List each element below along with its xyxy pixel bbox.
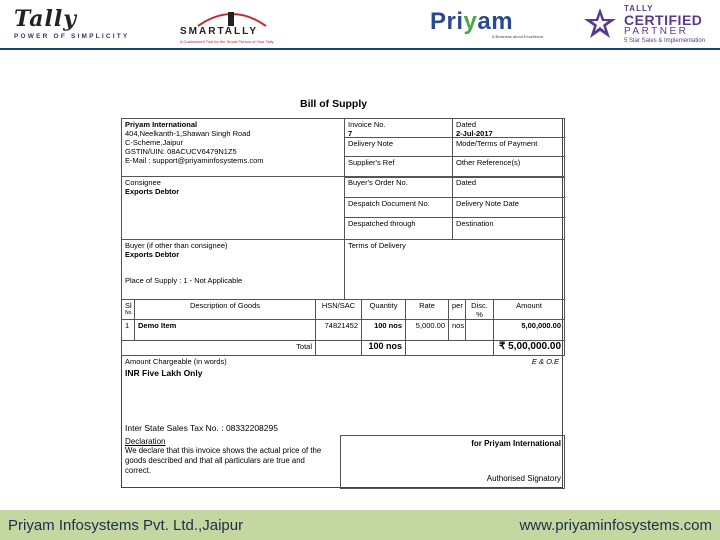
amount-in-words: INR Five Lakh Only (125, 368, 203, 378)
footer-bar (0, 510, 720, 540)
dated2-label: Dated (456, 178, 477, 187)
dated-label: Dated (456, 120, 477, 129)
declaration-block (122, 436, 340, 486)
suppliers-ref-cell (344, 156, 453, 178)
smartally-subtitle: A Customized Tool for the Smart Person of Your Tally (180, 39, 274, 44)
tax-number: Inter State Sales Tax No. : 08332208295 (125, 423, 278, 433)
star-badge-icon (582, 6, 618, 42)
seller-name: Priyam International (125, 120, 198, 129)
despatch-doc-label: Despatch Document No. (348, 199, 430, 208)
cert-line-2: CERTIFIED (624, 12, 703, 28)
declaration-line: goods described and that all particulars are true and (125, 456, 305, 465)
total-label: Total (121, 340, 316, 356)
seller-block (121, 118, 345, 177)
buyer-label: Buyer (if other than consignee) (125, 241, 228, 250)
priyam-wordmark: Priyam (430, 8, 514, 35)
total-amount: ₹ 5,00,000.00 (493, 340, 565, 356)
tally-logo (14, 6, 134, 40)
declaration-label: Declaration (125, 437, 166, 446)
total-mid-empty (405, 340, 494, 356)
seller-email: E-Mail : support@priyaminfosystems.com (125, 156, 264, 165)
for-company: for Priyam International (471, 439, 561, 448)
delivery-note-date-cell (452, 197, 565, 218)
despatched-through-label: Despatched through (348, 219, 416, 228)
row-description: Demo Item (134, 319, 316, 341)
row-disc (465, 319, 494, 341)
row-per: nos (448, 319, 466, 341)
col-header-sl: Sl No. (121, 299, 135, 320)
terms-of-delivery-label: Terms of Delivery (348, 241, 406, 250)
smartally-wordmark: SMARTALLY (180, 26, 258, 37)
tally-certified-partner-logo (582, 4, 714, 46)
delivery-note-label: Delivery Note (348, 139, 394, 148)
seller-address-line: C-Scheme,Jaipur (125, 138, 183, 147)
invoice-document (121, 118, 563, 488)
delivery-note-date-label: Delivery Note Date (456, 199, 519, 208)
buyers-order-cell (344, 176, 453, 198)
cert-line-3: PARTNER (624, 26, 689, 37)
seller-address-line: 404,Neelkanth-1,Shawan Singh Road (125, 129, 251, 138)
logo-header (0, 0, 720, 50)
eoe-label: E & O.E (531, 357, 559, 366)
despatch-doc-cell (344, 197, 453, 218)
row-amount: 5,00,000.00 (493, 319, 565, 341)
declaration-line: We declare that this invoice shows the actual price of the (125, 446, 322, 455)
buyer-block (121, 239, 345, 300)
col-header-description: Description of Goods (134, 299, 316, 320)
buyer-value: Exports Debtor (125, 250, 180, 259)
cert-line-4: 5 Star Sales & Implementation (624, 38, 706, 44)
row-quantity: 100 nos (361, 319, 406, 341)
priyam-subtitle: A Business about Excellence (492, 34, 544, 39)
authorised-signatory: Authorised Signatory (486, 474, 561, 483)
delivery-note-cell (344, 137, 453, 157)
row-hsn: 74821452 (315, 319, 362, 341)
buyers-order-label: Buyer's Order No. (348, 178, 408, 187)
invoice-no-value: 7 (348, 129, 353, 138)
tally-wordmark: Tally (14, 6, 78, 32)
other-refs-cell (452, 156, 565, 178)
invoice-no-label: Invoice No. (348, 120, 386, 129)
smartally-logo (180, 6, 285, 46)
col-header-per: per (448, 299, 466, 320)
total-hsn-empty (315, 340, 362, 356)
destination-label: Destination (456, 219, 494, 228)
dated-cell (452, 118, 565, 138)
suppliers-ref-label: Supplier's Ref (348, 158, 395, 167)
consignee-label: Consignee (125, 178, 161, 187)
terms-of-delivery-cell (344, 239, 565, 300)
col-header-hsn: HSN/SAC (315, 299, 362, 320)
consignee-value: Exports Debtor (125, 187, 180, 196)
amount-chargeable-label: Amount Chargeable (in words) (125, 357, 227, 366)
invoice-no-cell (344, 118, 453, 138)
row-rate: 5,000.00 (405, 319, 449, 341)
document-title: Bill of Supply (300, 98, 368, 110)
col-header-quantity: Quantity (361, 299, 406, 320)
col-header-amount: Amount (493, 299, 565, 320)
other-refs-label: Other Reference(s) (456, 158, 521, 167)
footer-website-link[interactable]: www.priyaminfosystems.com (519, 517, 712, 534)
col-header-rate: Rate (405, 299, 449, 320)
consignee-block (121, 176, 345, 240)
mode-terms-cell (452, 137, 565, 157)
cert-line-1: TALLY (624, 4, 654, 13)
destination-cell (452, 217, 565, 240)
tally-tagline: POWER OF SIMPLICITY (14, 33, 130, 40)
row-sl: 1 (121, 319, 135, 341)
total-quantity: 100 nos (361, 340, 406, 356)
declaration-line: correct. (125, 466, 151, 475)
dated2-cell (452, 176, 565, 198)
col-header-disc: Disc. % (465, 299, 494, 320)
despatched-through-cell (344, 217, 453, 240)
dated-value: 2-Jul-2017 (456, 129, 493, 138)
signature-block (340, 435, 565, 489)
mode-terms-label: Mode/Terms of Payment (456, 139, 538, 148)
place-of-supply: Place of Supply : 1 - Not Applicable (125, 276, 243, 285)
footer-company: Priyam Infosystems Pvt. Ltd.,Jaipur (8, 517, 244, 534)
smartally-arc-icon (180, 6, 285, 28)
seller-gstin: GSTIN/UIN: 08ACUCV6479N1Z5 (125, 147, 237, 156)
priyam-logo (430, 8, 555, 44)
